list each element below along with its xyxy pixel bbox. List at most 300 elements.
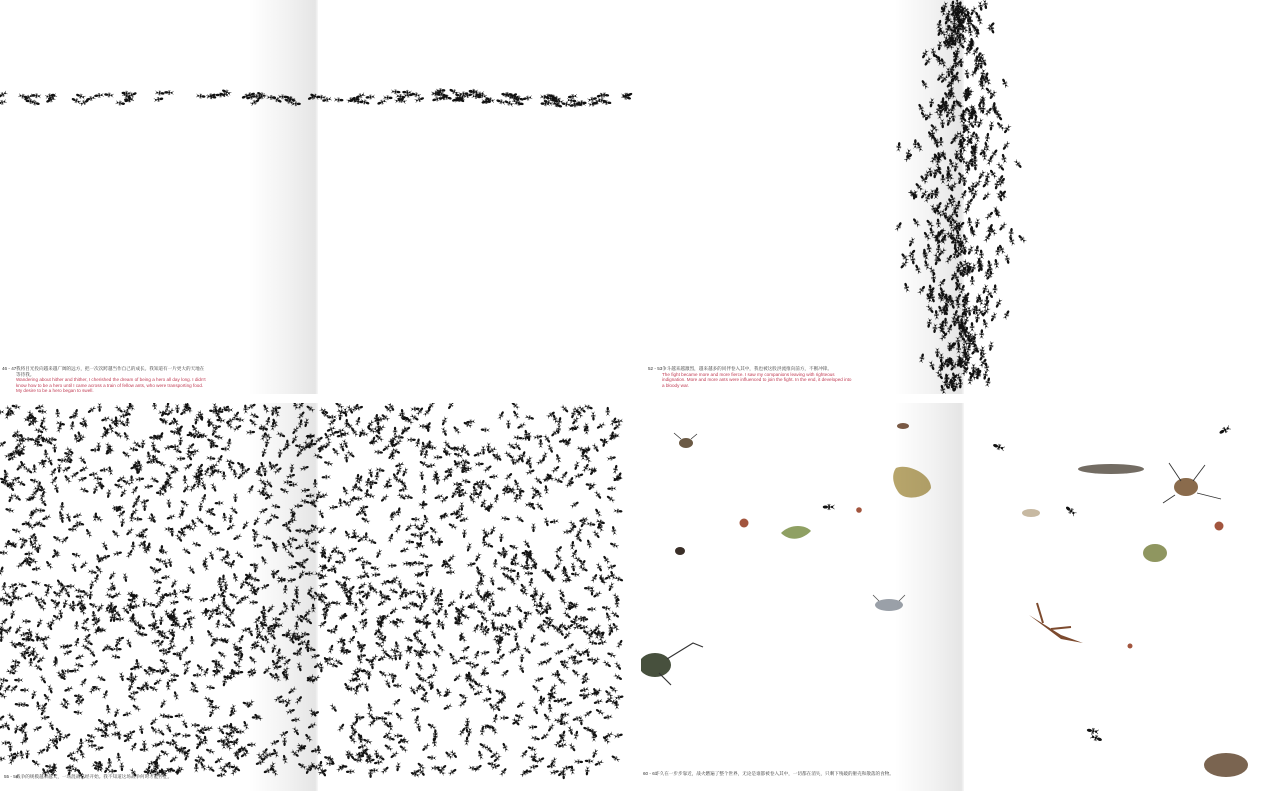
ant-icon	[265, 416, 272, 426]
ant-icon	[608, 685, 618, 694]
ant-icon	[923, 260, 931, 270]
ant-icon	[24, 437, 33, 442]
ant-icon	[213, 468, 223, 475]
ant-icon	[509, 543, 519, 551]
ant-icon	[447, 403, 456, 410]
ant-icon	[45, 743, 52, 753]
ant-icon	[586, 521, 595, 527]
ant-icon	[584, 404, 594, 411]
ant-icon	[33, 725, 43, 733]
ant-icon	[410, 413, 420, 422]
ant-icon	[567, 726, 574, 736]
ant-icon	[984, 133, 990, 143]
ant-icon	[262, 404, 270, 414]
ant-icon	[111, 654, 121, 660]
ant-icon	[1, 582, 7, 591]
ant-icon	[294, 621, 299, 630]
ant-icon	[945, 166, 951, 176]
ant-icon	[542, 712, 551, 722]
ant-icon	[531, 523, 536, 532]
ant-icon	[182, 475, 187, 484]
ant-icon	[447, 553, 456, 563]
ant-icon	[91, 684, 101, 692]
ant-icon	[424, 563, 434, 570]
ant-icon	[988, 341, 995, 351]
ant-icon	[135, 476, 144, 482]
caption-english: Wandering about hither and thither, I cherished the dream of being a hero all day long. I didn't know how to be a hero until I came across a train of fellow ants, who were transporting food. My desire to be a hero began to swell.	[16, 377, 206, 394]
ant-icon	[513, 435, 522, 441]
ant-icon	[247, 403, 257, 411]
ant-icon	[554, 477, 564, 485]
ant-icon	[63, 588, 71, 598]
ant-icon	[3, 684, 12, 694]
ant-icon	[151, 447, 161, 455]
ant-icon	[989, 312, 997, 323]
ant-icon	[271, 503, 281, 510]
ant-icon	[260, 448, 267, 458]
ant-icon	[531, 684, 541, 694]
ant-icon	[993, 208, 1002, 219]
ant-icon	[114, 405, 124, 414]
ant-icon	[496, 98, 506, 106]
ant-icon	[485, 684, 493, 694]
ant-icon	[45, 560, 54, 570]
ant-icon	[19, 750, 25, 760]
ant-icon	[122, 711, 132, 718]
ant-icon	[182, 484, 191, 494]
ant-icon	[516, 700, 526, 709]
ant-icon	[498, 533, 504, 542]
ant-icon	[88, 580, 95, 590]
ant-icon	[985, 210, 995, 220]
ant-icon	[357, 597, 366, 607]
ant-icon	[974, 218, 980, 228]
ant-icon	[55, 409, 61, 418]
ant-icon	[75, 92, 85, 100]
ant-icon	[31, 579, 41, 586]
ant-icon	[558, 588, 567, 598]
ant-icon	[81, 616, 90, 626]
ant-icon	[96, 675, 106, 683]
ant-icon	[0, 681, 5, 691]
ant-icon	[605, 407, 610, 416]
ant-icon	[365, 94, 375, 100]
ant-icon	[506, 606, 513, 616]
ant-icon	[513, 442, 522, 452]
ant-icon	[155, 557, 165, 565]
ant-icon	[216, 454, 224, 464]
ant-icon	[0, 597, 9, 603]
ant-icon	[142, 502, 147, 511]
ant-icon	[983, 141, 990, 151]
book-spread-ant-swarm	[0, 403, 633, 791]
ant-icon	[318, 492, 328, 500]
ant-icon	[534, 676, 544, 683]
ant-icon	[101, 553, 111, 560]
ant-icon	[966, 245, 974, 256]
ant-icon	[430, 630, 438, 640]
wasp-icon	[1029, 603, 1083, 643]
ant-icon	[394, 641, 401, 651]
ant-icon	[32, 464, 37, 473]
ant-icon	[540, 641, 549, 647]
ant-icon	[237, 634, 245, 644]
ant-icon	[557, 768, 567, 777]
ant-icon	[84, 528, 92, 538]
ant-icon	[0, 550, 8, 555]
ant-icon	[540, 732, 550, 741]
ant-icon	[195, 663, 204, 673]
ant-icon	[161, 574, 171, 580]
ant-icon	[480, 650, 490, 656]
ant-icon	[446, 570, 455, 575]
ant-icon	[481, 427, 490, 432]
ant-icon	[363, 532, 368, 541]
ant-icon	[331, 447, 340, 457]
ant-icon	[167, 558, 174, 568]
ant-icon	[232, 572, 239, 582]
ant-icon	[317, 525, 327, 534]
ant-icon	[304, 733, 313, 743]
ant-icon	[328, 414, 337, 419]
ant-icon	[918, 353, 925, 363]
ant-icon	[380, 765, 390, 774]
ant-icon	[458, 590, 465, 600]
ant-icon	[414, 96, 424, 104]
ant-icon	[214, 603, 222, 613]
ant-icon	[69, 421, 75, 430]
ant-icon	[935, 370, 944, 380]
ant-icon	[607, 563, 617, 570]
ant-icon	[39, 416, 47, 426]
ant-icon	[384, 711, 393, 716]
ant-icon	[175, 533, 184, 543]
ant-icon	[391, 89, 401, 95]
ant-icon	[221, 447, 230, 452]
ant-icon	[609, 541, 619, 549]
ant-icon	[36, 508, 45, 513]
ant-icon	[596, 422, 606, 431]
ant-icon	[940, 174, 945, 183]
ant-icon	[334, 403, 344, 410]
ant-icon	[473, 451, 483, 459]
ant-icon	[543, 434, 552, 444]
ant-icon	[934, 201, 943, 211]
ant-icon	[16, 479, 26, 487]
ant-icon	[247, 742, 256, 747]
ant-icon	[64, 669, 73, 674]
ant-icon	[389, 606, 399, 615]
ant-icon	[579, 693, 588, 698]
ant-icon	[374, 449, 383, 455]
ant-icon	[68, 413, 78, 420]
ant-icon	[319, 550, 328, 560]
ant-icon	[429, 586, 436, 596]
ant-icon	[61, 697, 70, 707]
ant-icon	[380, 494, 390, 503]
ant-icon	[392, 697, 402, 706]
ant-icon	[317, 509, 325, 519]
caption-block	[4, 774, 216, 780]
ant-icon	[354, 713, 359, 722]
ant-icon	[977, 1, 983, 11]
ant-icon	[125, 403, 133, 413]
ant-icon	[433, 593, 441, 603]
beetle-icon	[674, 433, 697, 448]
ant-icon	[271, 568, 281, 577]
ant-icon	[24, 551, 33, 557]
ant-icon	[292, 403, 300, 410]
ant-icon	[200, 493, 208, 503]
ant-icon	[303, 609, 312, 619]
ant-icon	[74, 621, 79, 630]
ant-icon	[979, 249, 985, 259]
ant-icon	[297, 403, 306, 410]
ant-icon	[466, 561, 476, 568]
ant-icon	[46, 456, 54, 466]
ant-icon	[560, 404, 569, 414]
ant-icon	[102, 689, 110, 699]
ant-icon	[108, 571, 117, 581]
ant-icon	[63, 474, 72, 484]
ant-icon	[394, 733, 403, 738]
ant-icon	[0, 440, 7, 449]
ant-icon	[107, 423, 115, 433]
seed-icon	[1078, 464, 1144, 474]
ant-icon	[481, 446, 486, 455]
ant-icon	[354, 496, 363, 501]
book-spread-ant-trail	[0, 0, 633, 394]
ant-icon	[295, 528, 304, 533]
ant-icon	[474, 552, 482, 562]
ant-icon	[411, 706, 421, 712]
ant-icon	[157, 595, 166, 605]
ant-icon	[192, 541, 202, 548]
ant-icon	[18, 536, 28, 543]
ant-icon	[73, 637, 80, 647]
ant-icon	[33, 595, 42, 605]
ant-icon	[322, 475, 331, 480]
ant-icon	[507, 442, 517, 451]
ant-icon	[241, 520, 250, 530]
ant-icon	[563, 529, 572, 535]
ant-icon	[1001, 141, 1010, 151]
ant-icon	[531, 735, 541, 742]
ant-icon	[119, 488, 128, 498]
ant-icon	[900, 252, 910, 262]
ant-icon	[301, 487, 310, 493]
ant-icon	[113, 647, 122, 652]
ant-icon	[945, 182, 955, 192]
ant-icon	[501, 515, 510, 521]
ant-icon	[958, 284, 966, 294]
ant-icon	[158, 417, 168, 426]
book-spread-aftermath	[641, 403, 1280, 791]
ant-icon	[570, 549, 578, 559]
ant-icon	[74, 587, 84, 594]
ant-icon	[983, 232, 992, 242]
ant-icon	[566, 476, 574, 486]
ant-icon	[465, 661, 474, 666]
ant-icon	[438, 764, 448, 773]
ant-icon	[153, 579, 163, 585]
ant-icon	[323, 755, 333, 762]
ant-icon	[175, 404, 180, 413]
ant-icon	[574, 759, 583, 764]
ant-icon	[297, 762, 307, 771]
ant-icon	[928, 98, 935, 108]
ant-icon	[602, 555, 611, 565]
ant-icon	[217, 650, 227, 659]
ant-icon	[571, 668, 581, 677]
ant-icon	[180, 499, 190, 508]
ant-icon	[483, 464, 493, 473]
ant-icon	[186, 442, 196, 451]
ant-icon	[353, 686, 360, 696]
ant-icon	[328, 526, 338, 536]
ant-icon	[435, 688, 443, 698]
ant-icon	[404, 660, 411, 670]
caption-chinese: 战争的规模越来越大，一场混战已经开始。我不知道这场战争何时才能停止。	[16, 774, 173, 779]
ant-icon	[0, 409, 4, 414]
ant-icon	[115, 635, 125, 643]
ant-icon	[48, 721, 56, 731]
ant-icon	[268, 631, 277, 641]
ant-icon	[410, 532, 420, 539]
ant-icon	[558, 595, 567, 605]
ant-icon	[360, 620, 369, 630]
ant-icon	[41, 641, 50, 651]
ant-icon	[593, 698, 603, 705]
ant-icon	[591, 749, 599, 759]
ant-icon	[363, 682, 370, 692]
ant-icon	[515, 572, 520, 581]
ant-icon	[955, 373, 963, 383]
ant-icon	[319, 664, 324, 673]
ant-icon	[20, 688, 29, 693]
ant-icon	[501, 571, 511, 580]
ant-icon	[346, 769, 355, 774]
ant-icon	[31, 93, 41, 99]
ant-icon	[88, 601, 98, 609]
ant-icon	[289, 464, 295, 473]
ant-icon	[37, 747, 47, 756]
ant-icon	[513, 632, 518, 641]
ant-icon	[52, 444, 57, 453]
ant-icon	[492, 559, 498, 568]
ant-icon	[97, 403, 102, 412]
ant-icon	[152, 403, 158, 410]
ant-icon	[209, 593, 217, 603]
ant-icon	[512, 553, 519, 563]
ant-icon	[543, 485, 549, 494]
ant-icon	[610, 610, 620, 619]
ant-icon	[359, 607, 368, 617]
ant-icon	[475, 461, 484, 466]
ant-icon	[167, 643, 177, 652]
ant-icon	[353, 757, 363, 764]
ant-icon	[39, 706, 47, 716]
ant-icon	[166, 499, 172, 508]
ant-icon	[596, 92, 606, 99]
ant-icon	[172, 691, 179, 701]
ant-icon	[967, 217, 973, 227]
ant-icon	[611, 526, 618, 536]
ant-icon	[416, 406, 425, 416]
ant-icon	[573, 730, 580, 740]
ant-icon	[229, 506, 239, 515]
ant-icon	[295, 646, 304, 656]
caption-block	[2, 366, 206, 394]
ant-icon	[932, 138, 940, 148]
ant-icon	[35, 618, 43, 628]
ant-icon	[61, 732, 71, 741]
ant-icon	[338, 613, 348, 620]
ant-icon	[501, 91, 511, 98]
ant-icon	[89, 659, 99, 668]
ant-icon	[276, 431, 286, 439]
ant-icon	[525, 414, 535, 421]
ant-icon	[0, 691, 7, 700]
ant-icon	[11, 527, 21, 534]
ant-icon	[216, 772, 225, 778]
ant-icon	[54, 727, 63, 737]
ant-icon	[165, 723, 173, 733]
ant-icon	[173, 446, 183, 454]
ant-icon	[290, 435, 298, 445]
ant-icon	[538, 439, 543, 448]
ant-icon	[69, 756, 79, 763]
ant-icon	[404, 635, 414, 643]
ant-icon	[950, 112, 956, 122]
ant-icon	[404, 523, 414, 533]
ant-icon	[214, 756, 224, 765]
ant-icon	[332, 624, 340, 634]
ant-icon	[329, 504, 338, 510]
ant-icon	[424, 568, 429, 577]
ant-icon	[341, 486, 349, 496]
ant-icon	[448, 767, 458, 776]
ant-icon	[458, 727, 467, 737]
ant-icon	[162, 559, 169, 569]
ant-icon	[136, 623, 146, 631]
ant-icon	[11, 403, 21, 410]
ant-icon	[173, 745, 182, 755]
ant-icon	[981, 318, 989, 328]
ant-icon	[282, 737, 287, 746]
ant-icon	[334, 579, 344, 588]
ant-icon	[25, 750, 31, 759]
ant-icon	[448, 522, 458, 530]
ant-icon	[591, 412, 596, 421]
ant-icon	[348, 546, 358, 553]
ant-icon	[76, 594, 85, 599]
ant-icon	[113, 550, 123, 557]
ant-icon	[417, 683, 427, 693]
ant-icon	[414, 590, 422, 600]
ant-icon	[294, 503, 303, 508]
ant-icon	[55, 578, 64, 588]
ant-icon	[981, 191, 991, 201]
ant-icon	[352, 677, 361, 683]
ant-icon	[476, 609, 486, 617]
ant-icon	[550, 769, 560, 776]
ant-icon	[616, 639, 624, 649]
ant-icon	[976, 118, 984, 128]
ant-icon	[74, 662, 84, 669]
ant-icon	[525, 468, 535, 476]
ant-icon	[119, 762, 124, 771]
